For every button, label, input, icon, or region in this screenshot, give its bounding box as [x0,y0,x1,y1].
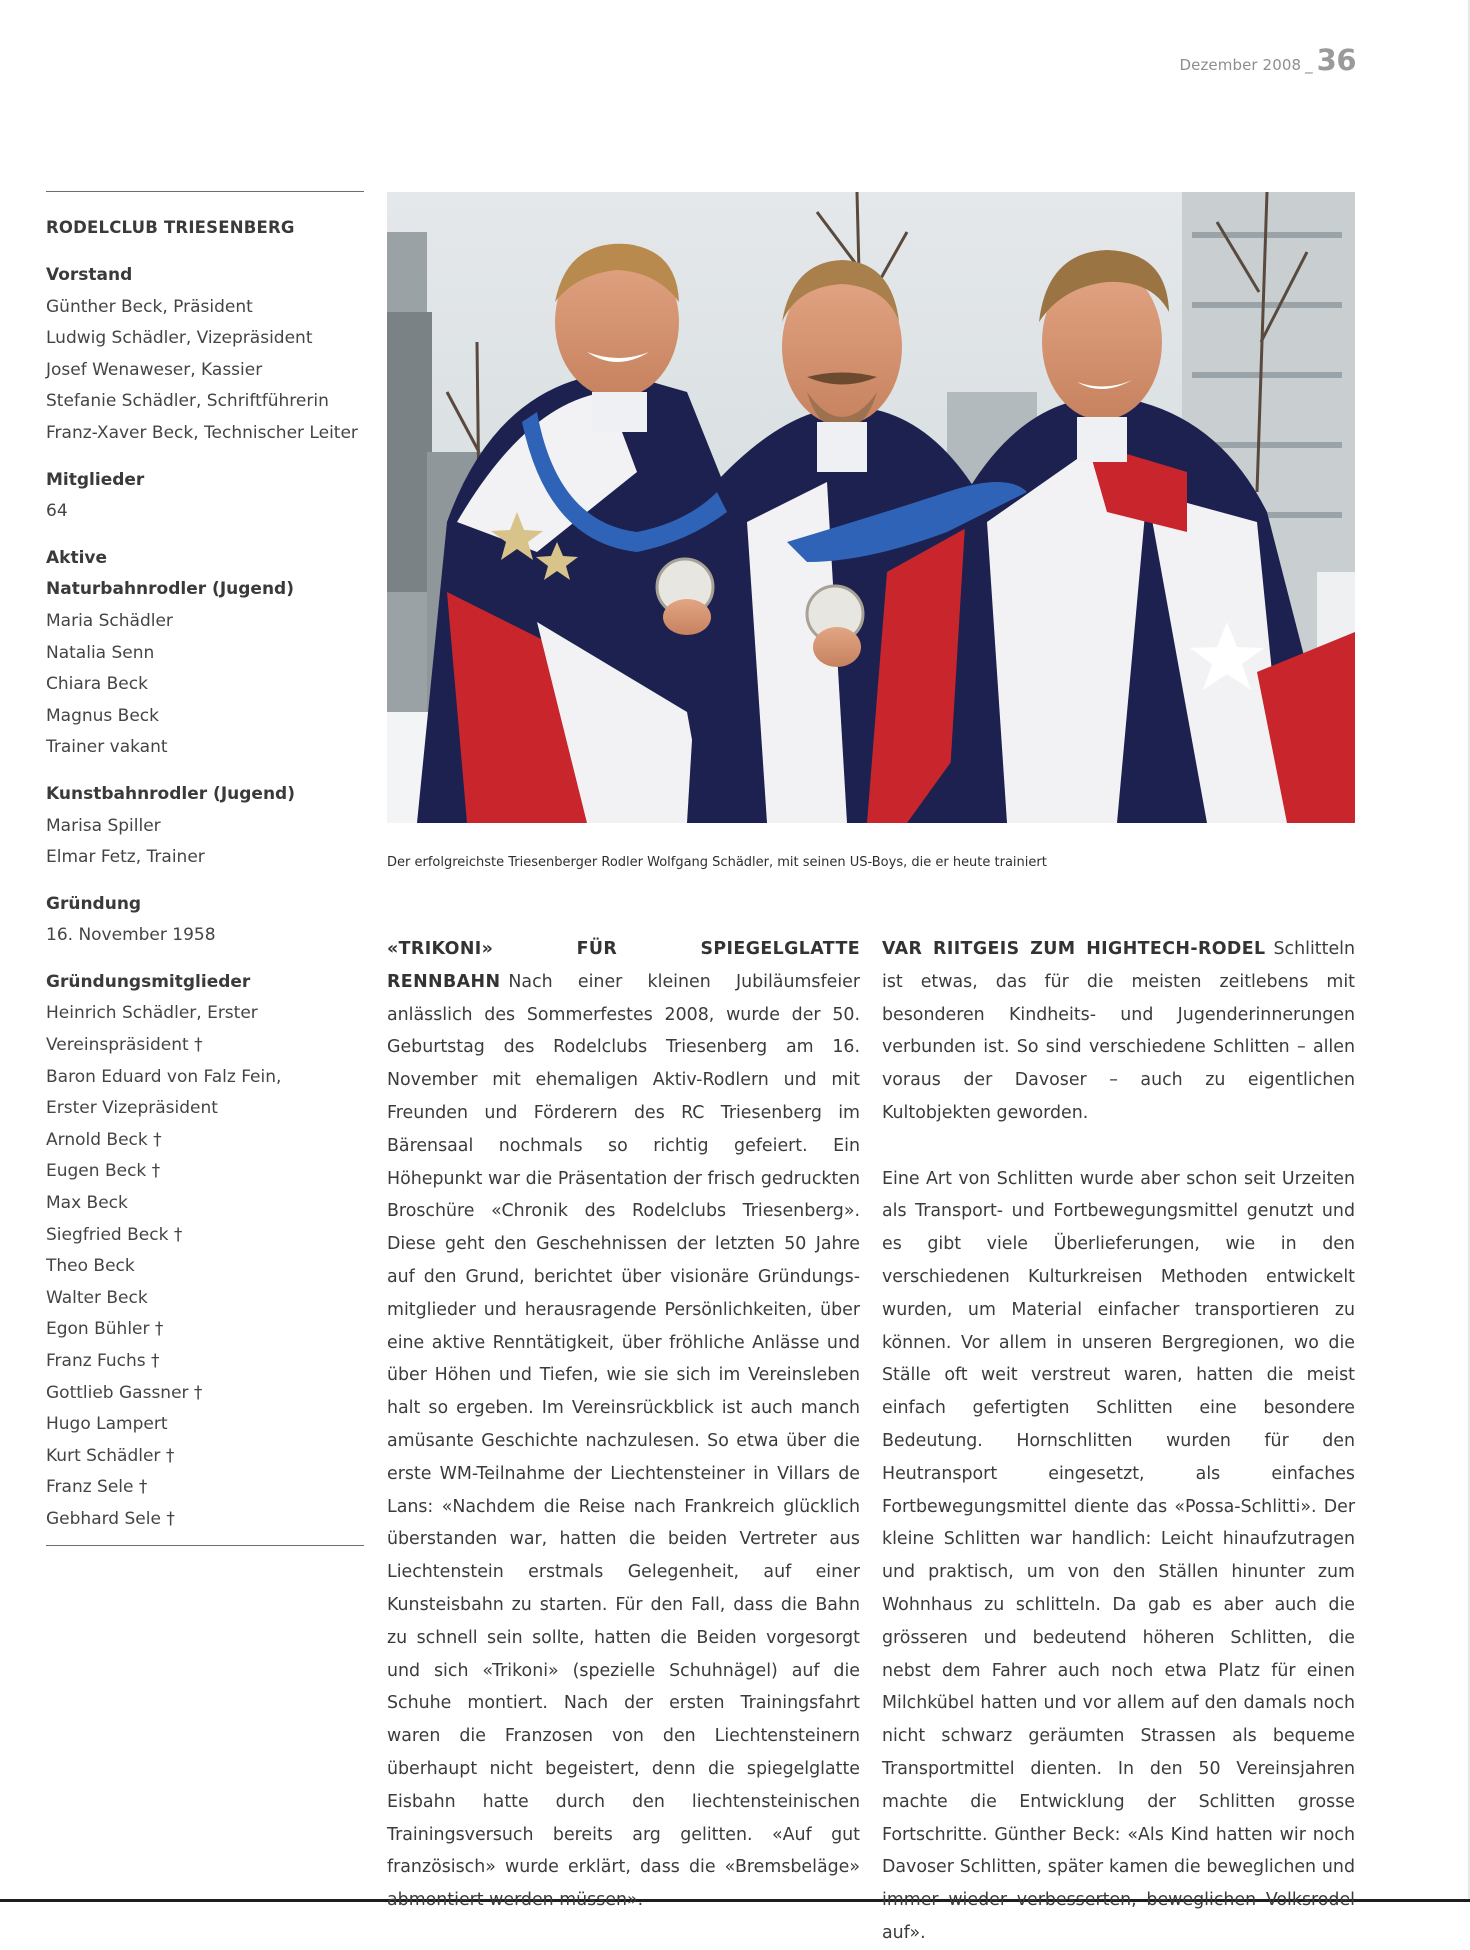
list-item: Franz Fuchs † [46,1351,160,1371]
list-item: Stefanie Schädler, Schriftführerin [46,391,329,412]
article-heading: VAR RIITGEIS ZUM HIGHTECH-RODEL [882,939,1266,959]
article-paragraph [882,1163,1355,1950]
list-item: Vereinspräsident † [46,1035,203,1056]
founders-list [46,998,364,1535]
sidebar-top-rule [46,191,364,192]
list-item: Gebhard Sele † [46,1508,175,1529]
list-item: Gottlieb Gassner † [46,1382,203,1403]
article-text: Eine Art von Schlitten wurde aber schon seit Urzeiten als Transport- und Fortbewegungsmittel genutzt und es gibt viele Überlieferungen, wie in den verschiedenen Kulturkreisen Methoden entwickelt wurden, um Material einfacher transportieren zu können. Vor allem in unseren Bergregionen, wo die Ställe oft weit verstreut waren, hatten die meist einfach gefertigten Schlitten eine besondere Bedeutung. Hornschlitten wurden für den Heutransport eingesetzt, als einfaches Fortbewegungsmittel diente das «Possa-Schlitti». Der kleine Schlitten war handlich: Leicht hinaufzutragen und praktisch, um von den Ställen hinunter zum Wohnhaus zu schlitteln. Da gab es aber auch die grösseren und bedeutend höheren Schlitten, die nebst dem Fahrer auch noch etwa Platz für einen Milchkübel hatten und vor allem auf den damals noch nicht schwarz geräumten Strassen als bequeme Transportmittel dienten. In den 50 Vereinsjahren machte die Entwicklung der Schlitten grosse Fortschritte. Günther Beck: «Als Kind hatten wir noch Davoser Schlitten, später kamen die beweglichen und immer wieder verbesserten, beweglichen Volksrodel auf». [882,1168,1355,1943]
section-heading: Gründungsmitglieder [46,971,251,992]
list-item: Eugen Beck † [46,1161,161,1182]
list-item: Egon Bühler † [46,1319,164,1340]
article-heading: «TRIKONI» FÜR SPIEGELGLATTE RENNBAHN [387,939,860,992]
list-item: Erster Vizepräsident [46,1098,218,1119]
section-subheading: Naturbahnrodler (Jugend) [46,579,294,600]
running-head [1179,43,1356,77]
sidebar-bottom-rule [46,1545,364,1546]
list-item: Theo Beck [46,1256,135,1277]
list-item: Marisa Spiller [46,815,161,836]
list-item: Hugo Lampert [46,1414,168,1435]
list-item: Magnus Beck [46,705,159,726]
article-paragraph [387,933,860,1917]
team-photo [387,192,1355,823]
section-aktive [46,543,364,764]
section-gruendungsmitglieder [46,967,364,1536]
club-info-sidebar [46,191,364,1546]
list-item: Ludwig Schädler, Vizepräsident [46,328,313,349]
section-vorstand [46,260,364,450]
club-title: RODELCLUB TRIESENBERG [46,218,295,237]
list-item: Elmar Fetz, Trainer [46,847,205,868]
section-kunstbahnrodler [46,779,364,874]
list-item: Franz Sele † [46,1477,148,1498]
page-number: 36 [1316,43,1356,77]
section-gruendung [46,889,364,952]
list-item: Max Beck [46,1193,128,1214]
section-heading: Mitglieder [46,469,145,490]
list-item: Maria Schädler [46,610,173,631]
photo-caption: Der erfolgreichste Triesenberger Rodler Wolfgang Schädler, mit seinen US-Boys, die er heute trainiert [387,855,1047,870]
list-item: Arnold Beck † [46,1129,162,1150]
section-heading: Kunstbahnrodler (Jugend) [46,783,295,804]
list-item: Baron Eduard von Falz Fein, [46,1066,282,1087]
member-count: 64 [46,501,68,522]
list-item: Heinrich Schädler, Erster [46,1003,258,1024]
section-mitglieder [46,465,364,528]
list-item: Franz-Xaver Beck, Technischer Leiter [46,422,358,443]
list-item: Chiara Beck [46,674,148,695]
section-heading: Vorstand [46,265,133,285]
list-item: Walter Beck [46,1287,148,1308]
article-paragraph [882,933,1355,1130]
list-item: Kurt Schädler † [46,1445,175,1466]
list-item: Josef Wenaweser, Kassier [46,359,263,380]
list-item: Natalia Senn [46,642,155,663]
list-item: Siegfried Beck † [46,1224,183,1245]
article-column-right [882,933,1355,1950]
article-column-left [387,933,860,1917]
article-text: Nach einer kleinen Jubiläumsfeier anlässlich des Sommerfestes 2008, wurde der 50. Geburtstag des Rodelclubs Triesenberg am 16. November mit ehemaligen Aktiv-Rodlern und mit Freunden und Förderern des RC Triesenberg im Bärensaal nochmals so richtig gefeiert. Ein Höhepunkt war die Präsentation der frisch gedruckten Broschüre «Chronik des Rodelclubs Triesenberg». Diese geht den Geschehnissen der letzten 50 Jahre auf den Grund, berichtet über visionäre Gründungsmitglieder und herausragende Persönlichkeiten, über eine aktive Renntätigkeit, über fröhliche Anlässe und über Höhen und Tiefen, wie sie sich im Vereinsleben halt so ergeben. Im Vereinsrückblick ist auch manch amüsante Geschichte nachzulesen. So etwa über die erste WM-Teilnahme der Liechtensteiner in Villars de Lans: «Nachdem die Reise nach Frankreich glücklich überstanden war, hatten die beiden Vertreter aus Liechtenstein erstmals Gelegenheit, auf einer Kunsteisbahn zu starten. Für den Fall, dass die Bahn zu schnell sein sollte, hatten die Beiden vorgesorgt und sich «Trikoni» (spezielle Schuhnägel) auf die Schuhe montiert. Nach der ersten Trainingsfahrt waren die Franzosen von den Liechtensteinern überhaupt nicht begeistert, denn die spiegelglatte Eisbahn hatte durch den liechtensteinischen Trainingsversuch bereits arg gelitten. «Auf gut französisch» wurde erklärt, dass die «Bremsbeläge» abmontiert werden müssen». [387,971,860,1911]
article-text: Schlitteln ist etwas, das für die meisten zeitlebens mit besonderen Kindheits- und Jugenderinnerungen verbunden ist. So sind verschiedene Schlitten – allen voraus der Davoser – auch zu eigentlichen Kultobjekten geworden. [882,939,1355,1123]
list-item: Trainer vakant [46,737,168,758]
list-item: Günther Beck, Präsident [46,296,253,317]
section-heading: Gründung [46,893,142,914]
section-heading: Aktive [46,547,108,568]
founding-date: 16. November 1958 [46,925,216,946]
issue-date: Dezember 2008 [1179,56,1302,74]
header-separator: _ [1305,56,1313,74]
team-photo-illustration [387,192,1355,823]
